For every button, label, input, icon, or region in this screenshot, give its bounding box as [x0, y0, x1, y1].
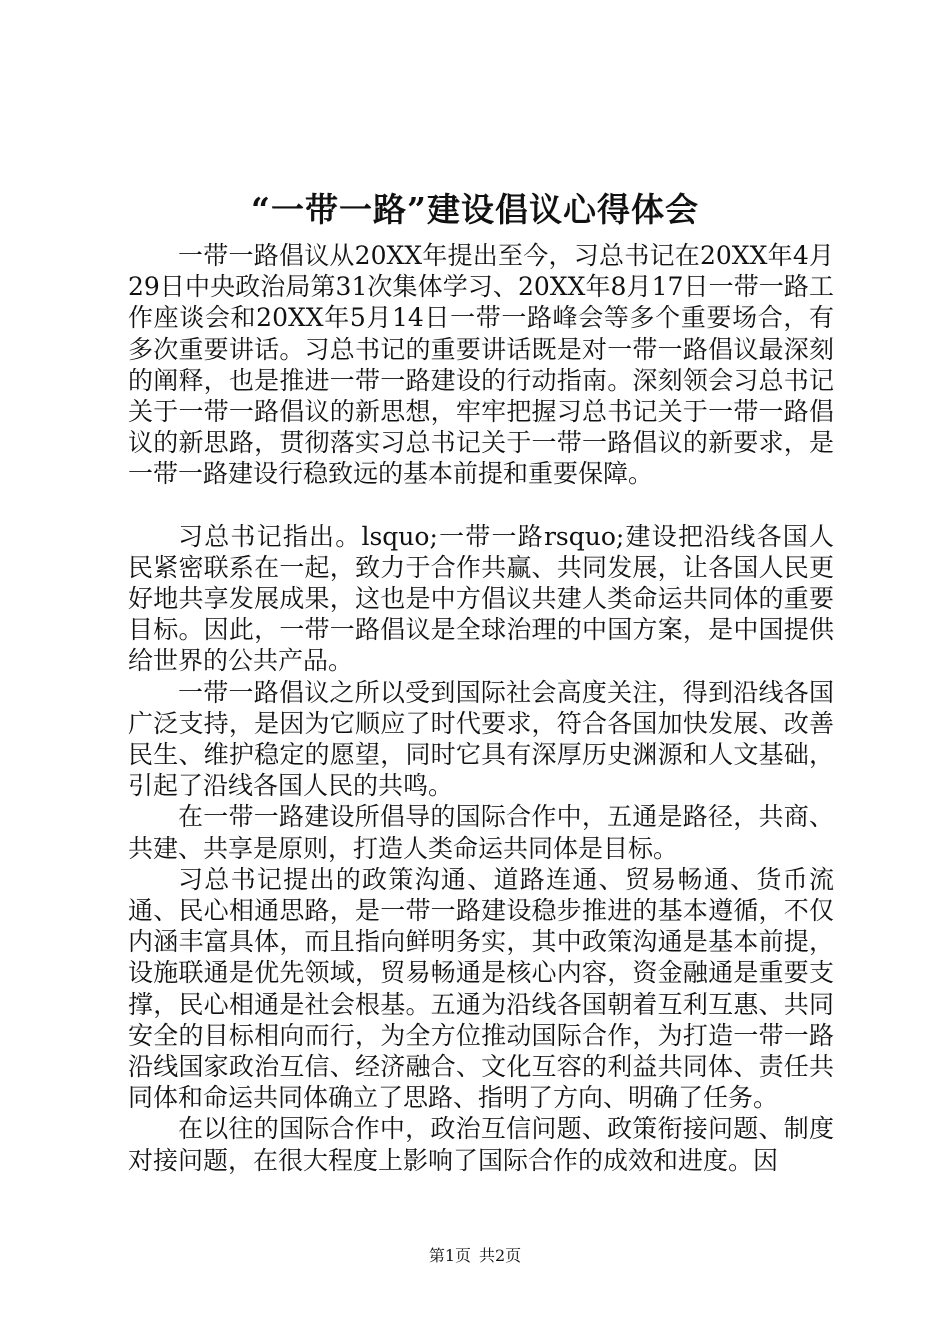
paragraph-5: 习总书记提出的政策沟通、道路连通、贸易畅通、货币流通、民心相通思路，是一带一路建设稳步推进的基本遵循，不仅内涵丰富具体，而且指向鲜明务实，其中政策沟通是基本前提，设施联通是优先领域，贸易畅通是核心内容，资金融通是重要支撑，民心相通是社会根基。五通为沿线各国朝着互利互惠、共同安全的目标相向而行，为全方位推动国际合作，为打造一带一路沿线国家政治互信、经济融合、文化互容的利益共同体、责任共同体和命运共同体确立了思路、指明了方向、明确了任务。 — [128, 864, 834, 1113]
paragraph-2: 习总书记指出。lsquo;一带一路rsquo;建设把沿线各国人民紧密联系在一起，致力于合作共赢、共同发展，让各国人民更好地共享发展成果，这也是中方倡议共建人类命运共同体的重要目标。因此，一带一路倡议是全球治理的中国方案，是中国提供给世界的公共产品。 — [128, 521, 834, 676]
document-title: “一带一路”建设倡议心得体会 — [251, 190, 699, 229]
paragraph-1: 一带一路倡议从20XX年提出至今，习总书记在20XX年4月29日中央政治局第31次集体学习、20XX年8月17日一带一路工作座谈会和20XX年5月14日一带一路峰会等多个重要场合，有多次重要讲话。习总书记的重要讲话既是对一带一路倡议最深刻的阐释，也是推进一带一路建设的行动指南。深刻领会习总书记关于一带一路倡议的新思想，牢牢把握习总书记关于一带一路倡议的新思路，贯彻落实习总书记关于一带一路倡议的新要求，是一带一路建设行稳致远的基本前提和重要保障。 — [128, 241, 834, 489]
paragraph-6: 在以往的国际合作中，政治互信问题、政策衔接问题、制度对接问题，在很大程度上影响了国际合作的成效和进度。因 — [128, 1114, 834, 1175]
document-body — [128, 240, 834, 1176]
page-total: 共2页 — [479, 1246, 522, 1265]
paragraph-3: 一带一路倡议之所以受到国际社会高度关注，得到沿线各国广泛支持，是因为它顺应了时代要求，符合各国加快发展、改善民生、维护稳定的愿望，同时它具有深厚历史渊源和人文基础，引起了沿线各国人民的共鸣。 — [128, 677, 834, 801]
page-footer — [0, 1244, 950, 1268]
paragraph-4: 在一带一路建设所倡导的国际合作中，五通是路径，共商、共建、共享是原则，打造人类命运共同体是目标。 — [128, 802, 834, 863]
page-number: 第1页 — [428, 1246, 471, 1265]
